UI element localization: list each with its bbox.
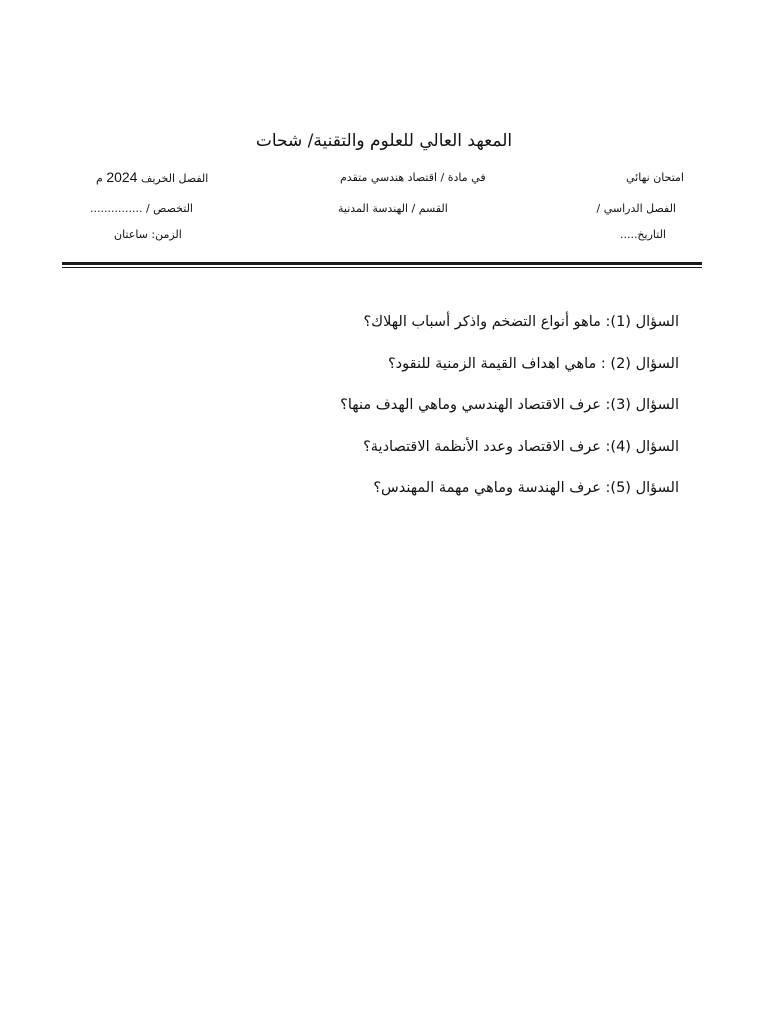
department-line: القسم / الهندسة المدنية <box>338 202 448 215</box>
term-line <box>96 169 208 185</box>
header-divider-thick <box>62 262 702 265</box>
question-1: السؤال (1): ماهو أنواع التضخم واذكر أسباب الهلاك؟ <box>363 314 679 330</box>
subject-line: في مادة / اقتصاد هندسي متقدم <box>340 171 486 184</box>
exam-type: امتحان نهائي <box>625 171 684 184</box>
question-3: السؤال (3): عرف الاقتصاد الهندسي وماهي الهدف منها؟ <box>340 397 679 413</box>
term-label: الفصل الخريف <box>140 172 209 185</box>
term-suffix: م <box>96 172 103 185</box>
specialization-line: التخصص / ............... <box>90 202 193 215</box>
date-line: التاريخ..... <box>619 228 666 241</box>
header-divider-thin <box>62 267 702 268</box>
duration-line: الزمن: ساعتان <box>114 228 182 241</box>
term-year: 2024 <box>106 169 138 185</box>
institute-title: المعهد العالي للعلوم والتقنية/ شحات <box>255 131 513 151</box>
question-5: السؤال (5): عرف الهندسة وماهي مهمة المهندس؟ <box>373 480 679 496</box>
question-2: السؤال (2) : ماهي اهداف القيمة الزمنية للنقود؟ <box>387 355 679 372</box>
semester-line: الفصل الدراسي / <box>596 202 676 215</box>
question-4: السؤال (4): عرف الاقتصاد وعدد الأنظمة الاقتصادية؟ <box>363 438 679 455</box>
questions-list <box>340 310 679 518</box>
